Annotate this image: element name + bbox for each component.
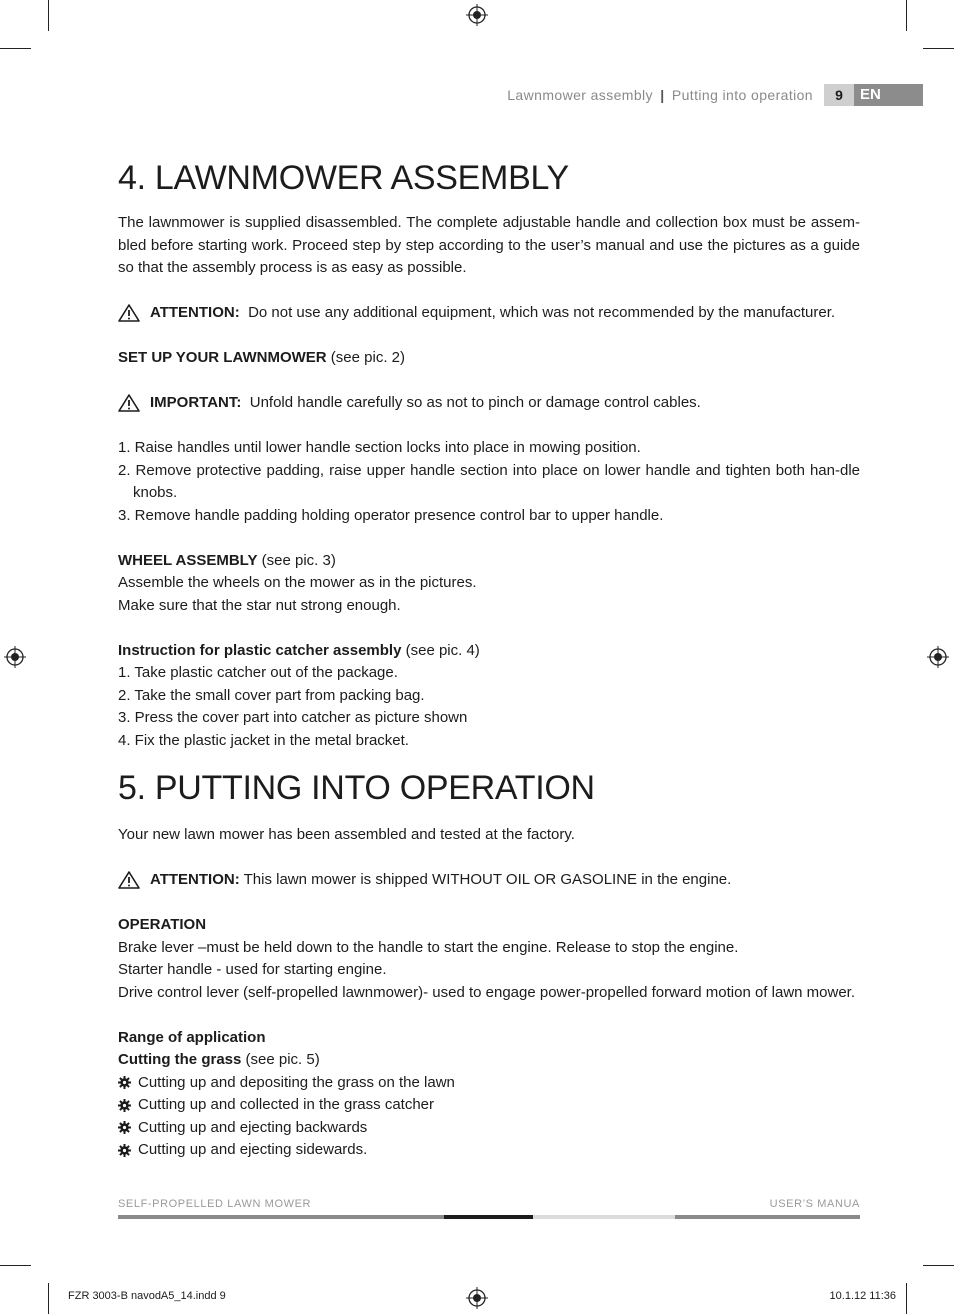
gear-bullet-icon: [118, 1121, 131, 1134]
page-number: 9: [824, 84, 854, 106]
slug-timestamp: 10.1.12 11:36: [829, 1290, 896, 1302]
list-item: 1. Raise handles until lower handle section locks into place in mowing position.: [118, 439, 641, 456]
section-4-intro: The lawnmower is supplied disassembled. The complete adjustable handle and collection box must be assem-bled before starting work. Proceed step by step according to the user’s manual and use the pictures as a guide so that the assembly process is as easy as possible.: [118, 214, 860, 276]
footer-bar-segment: [118, 1215, 444, 1219]
section-4-title: 4. LAWNMOWER ASSEMBLY: [118, 159, 569, 197]
header-separator: |: [660, 87, 665, 103]
important-label: IMPORTANT:: [150, 394, 242, 411]
wheel-line: Make sure that the star nut strong enough.: [118, 596, 401, 614]
catcher-step: 1. Take plastic catcher out of the package.: [118, 664, 398, 681]
list-item: [118, 1117, 860, 1140]
cutting-item-text: Cutting up and depositing the grass on the lawn: [138, 1073, 455, 1091]
list-item: [118, 1072, 860, 1095]
setup-ref: (see pic. 2): [330, 349, 405, 366]
running-footer: [118, 1198, 860, 1222]
catcher-step: 2. Take the small cover part from packing bag.: [118, 686, 425, 704]
footer-bar-segment: [444, 1215, 533, 1219]
list-item: [118, 1094, 860, 1117]
crop-mark: [48, 0, 49, 31]
warning-triangle-icon: [118, 871, 140, 889]
registration-mark-icon: [466, 1287, 488, 1309]
cutting-list: [118, 1072, 860, 1162]
footer-bar-segment: [675, 1215, 860, 1219]
cutting-ref: (see pic. 5): [245, 1051, 320, 1068]
header-section-a: Lawnmower assembly: [507, 87, 653, 103]
crop-mark: [923, 48, 954, 49]
setup-heading: SET UP YOUR LAWNMOWER: [118, 349, 327, 366]
crop-mark: [923, 1265, 954, 1266]
crop-mark: [906, 0, 907, 31]
slug-filename: FZR 3003-B navodA5_14.indd 9: [68, 1290, 226, 1302]
cutting-item-text: Cutting up and ejecting backwards: [138, 1118, 368, 1136]
registration-mark-icon: [466, 4, 488, 26]
crop-mark: [906, 1283, 907, 1314]
cutting-heading-line: [118, 1049, 860, 1072]
operation-line: Brake lever –must be held down to the handle to start the engine. Release to stop the engine.: [118, 938, 739, 956]
crop-mark: [0, 1265, 31, 1266]
wheel-line: Assemble the wheels on the mower as in the pictures.: [118, 574, 477, 591]
list-item: 3. Remove handle padding holding operator presence control bar to upper handle.: [118, 506, 664, 524]
setup-heading-line: [118, 347, 860, 370]
catcher-heading-line: [118, 640, 860, 663]
catcher-ref: (see pic. 4): [405, 641, 480, 659]
running-header: [0, 84, 954, 106]
operation-line: Starter handle - used for starting engine.: [118, 961, 387, 978]
wheel-heading: WHEEL ASSEMBLY: [118, 551, 258, 569]
attention-notice: [118, 869, 860, 892]
registration-mark-icon: [927, 646, 949, 668]
attention-text: Do not use any additional equipment, which was not recommended by the manufacturer.: [248, 304, 836, 321]
language-tag: EN: [854, 84, 923, 106]
footer-product: SELF-PROPELLED LAWN MOWER: [118, 1198, 312, 1210]
footer-doc-type: USER’S MANUA: [769, 1198, 860, 1210]
list-item: [118, 1139, 860, 1162]
operation-line: Drive control lever (self-propelled lawnmower)- used to engage power-propelled forward motion of lawn mower.: [118, 983, 856, 1001]
cutting-item-text: Cutting up and collected in the grass catcher: [138, 1096, 435, 1113]
range-heading: Range of application: [118, 1028, 266, 1046]
list-item: 2. Remove protective padding, raise upper handle section into place on lower handle and tighten both han-dle knobs.: [118, 461, 860, 501]
registration-mark-icon: [4, 646, 26, 668]
cutting-heading: Cutting the grass: [118, 1051, 242, 1068]
footer-bar-segment: [533, 1215, 675, 1219]
section-5-intro: Your new lawn mower has been assembled and tested at the factory.: [118, 826, 575, 843]
crop-mark: [0, 48, 31, 49]
catcher-step: 4. Fix the plastic jacket in the metal bracket.: [118, 731, 409, 749]
attention-label: ATTENTION:: [150, 871, 240, 888]
catcher-heading: Instruction for plastic catcher assembly: [118, 641, 402, 659]
warning-triangle-icon: [118, 304, 140, 322]
header-section-b: Putting into operation: [671, 87, 813, 103]
gear-bullet-icon: [118, 1144, 131, 1157]
important-text: Unfold handle carefully so as not to pinch or damage control cables.: [249, 394, 701, 411]
setup-steps: [118, 437, 860, 527]
attention-label: ATTENTION:: [150, 304, 240, 321]
warning-triangle-icon: [118, 394, 140, 412]
wheel-ref: (see pic. 3): [261, 551, 336, 569]
header-breadcrumb: [507, 87, 813, 103]
gear-bullet-icon: [118, 1076, 131, 1089]
operation-heading: OPERATION: [118, 916, 207, 933]
wheel-heading-line: [118, 550, 860, 573]
cutting-item-text: Cutting up and ejecting sidewards.: [138, 1141, 368, 1158]
important-notice: [118, 392, 860, 415]
catcher-step: 3. Press the cover part into catcher as picture shown: [118, 709, 468, 726]
section-5-title: 5. PUTTING INTO OPERATION: [118, 769, 595, 807]
page-content: [118, 156, 860, 1162]
attention-notice: [118, 302, 860, 325]
crop-mark: [48, 1283, 49, 1314]
gear-bullet-icon: [118, 1099, 131, 1112]
attention-text: This lawn mower is shipped WITHOUT OIL OR GASOLINE in the engine.: [243, 871, 732, 888]
